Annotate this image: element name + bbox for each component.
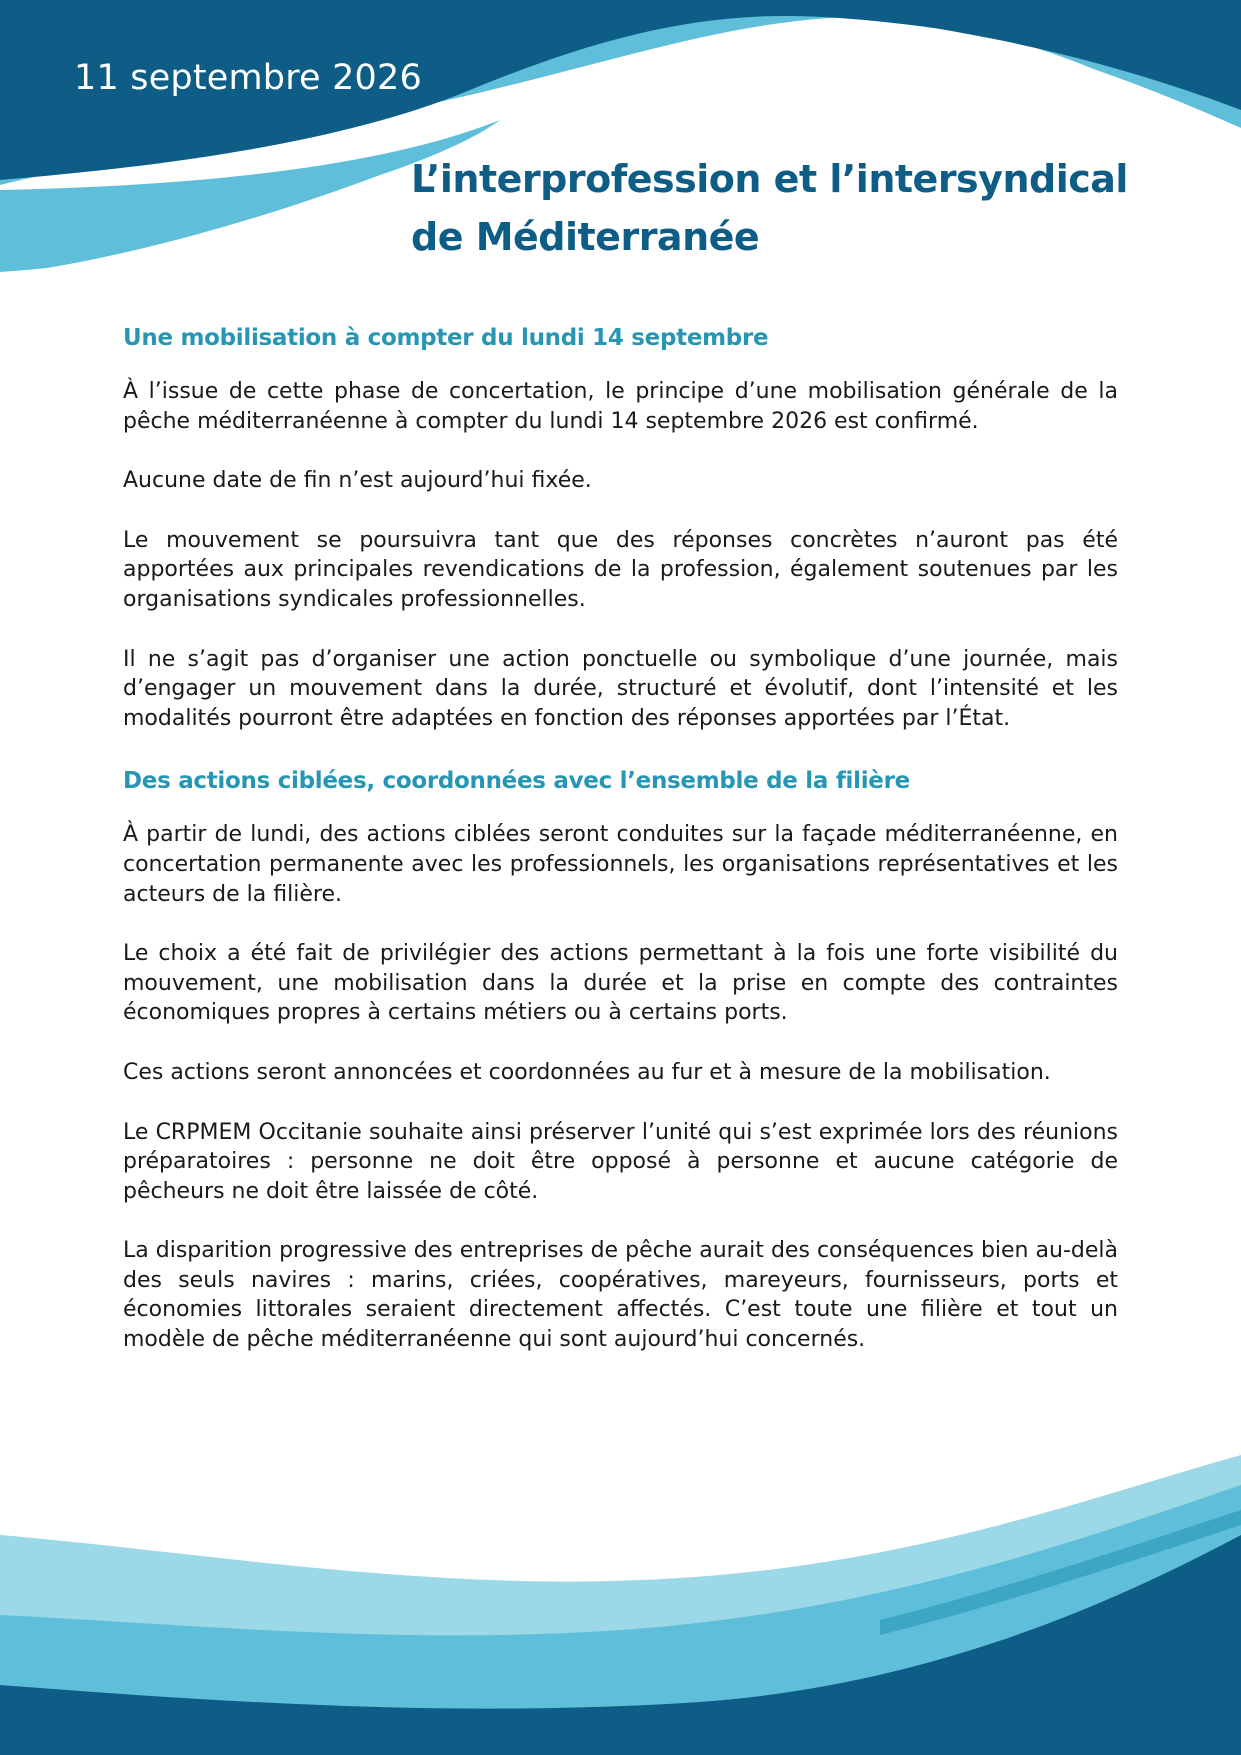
paragraph: Il ne s’agit pas d’organiser une action ponctuelle ou symbolique d’une journée, mais d’engager un mouvement dans la durée, structuré et évolutif, dont l’intensité et les modalités pourront être adaptées en fonction des réponses apportées par l’État. — [123, 646, 1118, 731]
paragraph: Le CRPMEM Occitanie souhaite ainsi préserver l’unité qui s’est exprimée lors des réunions préparatoires : personne ne doit être opposé à personne et aucune catégorie de pêcheurs ne doit être laissée de côté. — [123, 1119, 1118, 1204]
paragraph: Le choix a été fait de privilégier des actions permettant à la fois une forte visibilité du mouvement, une mobilisation dans la durée et la prise en compte des contraintes économiques propres à certains métiers ou à certains ports. — [123, 941, 1118, 1026]
document-title — [411, 150, 1211, 266]
title-line-2: de Méditerranée — [411, 215, 760, 259]
paragraph: Ces actions seront annoncées et coordonnées au fur et à mesure de la mobilisation. — [123, 1059, 1051, 1085]
footer-wave-decoration — [0, 1440, 1241, 1755]
section-heading: Des actions ciblées, coordonnées avec l’ensemble de la filière — [123, 768, 910, 795]
section-actions — [123, 761, 1118, 1354]
paragraph: À l’issue de cette phase de concertation, le principe d’une mobilisation générale de la pêche méditerranéenne à compter du lundi 14 septembre 2026 est confirmé. — [123, 379, 1118, 434]
paragraph: Le mouvement se poursuivra tant que des réponses concrètes n’auront pas été apportées aux principales revendications de la profession, également soutenues par les organisations syndicales professionnelles. — [123, 527, 1118, 612]
paragraph: Aucune date de fin n’est aujourd’hui fixée. — [123, 468, 592, 494]
document-body — [123, 318, 1118, 1385]
document-date: 11 septembre 2026 — [74, 58, 422, 98]
title-line-1: L’interprofession et l’intersyndical — [411, 157, 1128, 201]
section-heading: Une mobilisation à compter du lundi 14 septembre — [123, 325, 769, 351]
paragraph: La disparition progressive des entreprises de pêche aurait des conséquences bien au-delà des seuls navires : marins, criées, coopératives, mareyeurs, fournisseurs, ports et économies littorales seraient directement affectés. C’est toute une filière et tout un modèle de pêche méditerranéenne qui sont aujourd’hui concernés. — [123, 1238, 1118, 1353]
paragraph: À partir de lundi, des actions ciblées seront conduites sur la façade méditerranéenne, en concertation permanente avec les professionnels, les organisations représentatives et les acteurs de la filière. — [123, 822, 1118, 907]
section-mobilisation — [123, 318, 1118, 733]
